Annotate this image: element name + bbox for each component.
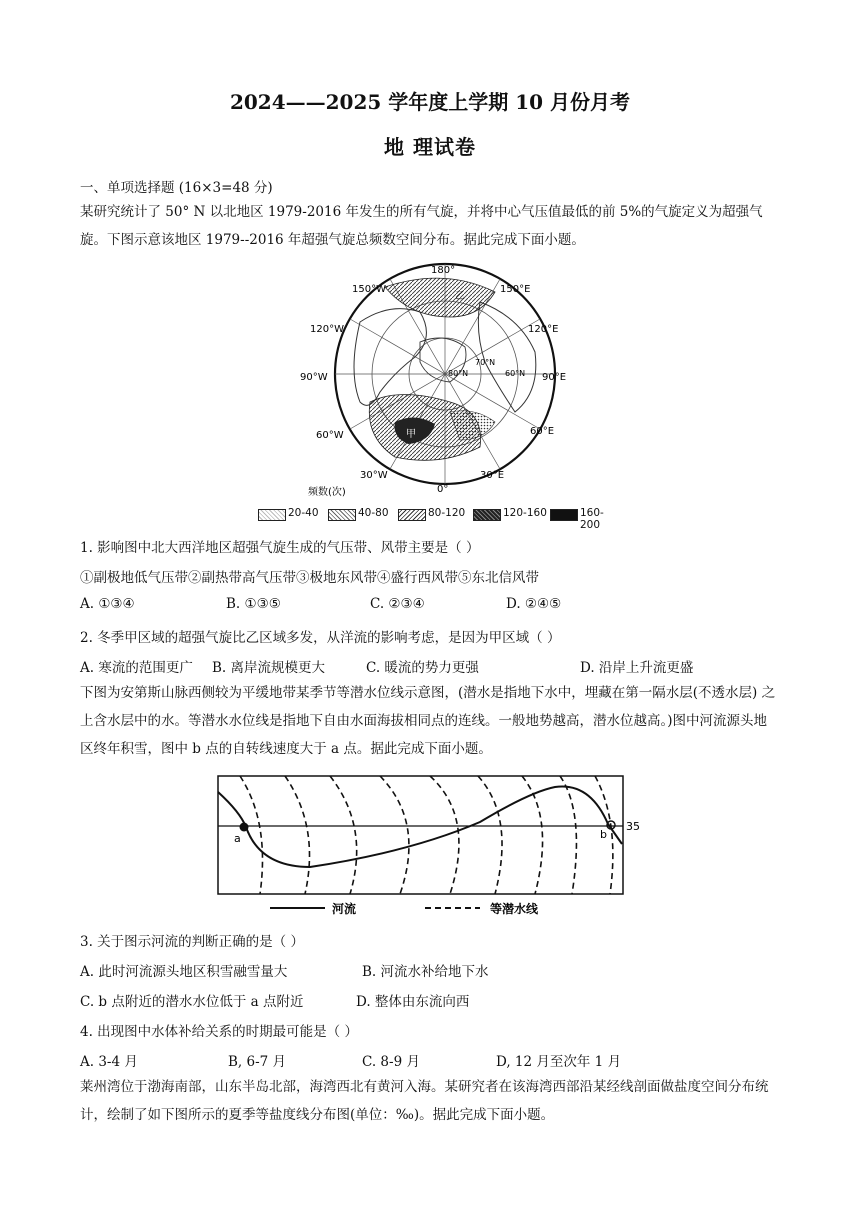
lon-120e-label: 120°E <box>528 324 559 335</box>
question-1-stem: 1. 影响图中北大西洋地区超强气旋生成的气压带、风带主要是（ ） <box>80 540 480 556</box>
lon-60w-label: 60°W <box>316 430 344 441</box>
legend-label-120-160: 120-160 <box>503 507 547 519</box>
exam-title: 2024——2025 学年度上学期 10 月份月考 <box>229 90 631 114</box>
lon-30w-label: 30°W <box>360 470 388 481</box>
section-heading: 一、单项选择题 (16×3=48 分) <box>80 180 273 196</box>
intro-paragraph-1: 某研究统计了 50° N 以北地区 1979-2016 年发生的所有气旋，并将中心气压值最低的前 5%的气旋定义为超强气旋。下图示意该地区 1979--2016 年超强气旋总频数空间分布。据此完成下面小题。 <box>80 204 763 248</box>
question-3-option-c[interactable]: C. b 点附近的潜水水位低于 a 点附近 <box>80 994 304 1010</box>
lon-90e-label: 90°E <box>542 372 567 383</box>
question-2-stem: 2. 冬季甲区域的超强气旋比乙区域多发，从洋流的影响考虑，是因为甲区域（ ） <box>80 630 561 646</box>
map-legend <box>258 507 618 531</box>
isoline-legend-label: 等潜水线 <box>490 902 539 916</box>
lat-60n-label: 60°N <box>505 369 526 378</box>
lon-60e-label: 60°E <box>530 426 555 437</box>
question-4-stem: 4. 出现图中水体补给关系的时期最可能是（ ） <box>80 1024 358 1040</box>
intro-paragraph-2: 下图为安第斯山脉西侧较为平缓地带某季节等潜水位线示意图，(潜水是指地下水中，埋藏在第一隔水层(不透水层) 之上含水层中的水。等潜水水位线是指地下自由水面海拔相同点的连线。一般地势越高，潜水位越高。)图中河流源头地区终年积雪，图中 b 点的自转线速度大于 a 点。据此完成下面小题。 <box>80 685 776 757</box>
lon-30e-label: 30°E <box>480 470 505 481</box>
question-2-option-a[interactable]: A. 寒流的范围更广 <box>80 660 193 676</box>
lon-150e-label: 150°E <box>500 284 531 295</box>
question-3-option-d[interactable]: D. 整体由东流向西 <box>356 994 470 1010</box>
legend-label-160-200: 160-200 <box>580 507 604 531</box>
legend-swatch-160-200 <box>550 509 578 521</box>
lon-120w-label: 120°W <box>310 324 344 335</box>
point-a-label: a <box>234 832 241 845</box>
question-4-option-a[interactable]: A. 3-4 月 <box>80 1054 138 1070</box>
question-4-option-c[interactable]: C. 8-9 月 <box>362 1054 420 1070</box>
question-4-option-d[interactable]: D, 12 月至次年 1 月 <box>496 1054 622 1070</box>
isoline-value-label: 35 <box>626 820 640 833</box>
lon-0-label: 0° <box>437 484 449 495</box>
question-4-option-b[interactable]: B, 6-7 月 <box>228 1054 287 1070</box>
legend-label-20-40: 20-40 <box>288 507 319 519</box>
river-legend-label: 河流 <box>332 902 357 916</box>
question-2-option-c[interactable]: C. 暖流的势力更强 <box>366 660 479 676</box>
question-2-option-d[interactable]: D. 沿岸上升流更盛 <box>580 660 694 676</box>
groundwater-isoline-diagram <box>210 772 650 922</box>
question-3-option-b[interactable]: B. 河流水补给地下水 <box>362 964 489 980</box>
question-1-option-a[interactable]: A. ①③④ <box>80 596 135 612</box>
question-3-stem: 3. 关于图示河流的判断正确的是（ ） <box>80 934 304 950</box>
question-1-list: ①副极地低气压带②副热带高气压带③极地东风带④盛行西风带⑤东北信风带 <box>80 570 539 586</box>
lon-90w-label: 90°W <box>300 372 328 383</box>
exam-subtitle: 地 理试卷 <box>384 135 476 159</box>
question-3-option-a[interactable]: A. 此时河流源头地区积雪融雪量大 <box>80 964 288 980</box>
yi-label: 乙 <box>455 291 465 302</box>
legend-swatch-120-160 <box>473 509 501 521</box>
legend-swatch-80-120 <box>398 509 426 521</box>
legend-label-40-80: 40-80 <box>358 507 389 519</box>
legend-label-80-120: 80-120 <box>428 507 466 519</box>
intro-paragraph-3: 莱州湾位于渤海南部，山东半岛北部，海湾西北有黄河入海。某研究者在该海湾西部沿某经线剖面做盐度空间分布统计，绘制了如下图所示的夏季等盐度线分布图(单位：‰)。据此完成下面小题。 <box>80 1079 769 1123</box>
question-2-option-b[interactable]: B. 离岸流规模更大 <box>212 660 326 676</box>
legend-swatch-40-80 <box>328 509 356 521</box>
lat-80n-label: 80°N <box>448 369 469 378</box>
jia-label: 甲 <box>406 429 416 440</box>
lon-150w-label: 150°W <box>352 284 386 295</box>
polar-cyclone-map <box>300 262 600 524</box>
legend-swatch-20-40 <box>258 509 286 521</box>
lon-180-label: 180° <box>431 265 456 276</box>
question-1-option-b[interactable]: B. ①③⑤ <box>226 596 281 612</box>
legend-title: 频数(次) <box>308 487 346 498</box>
lat-70n-label: 70°N <box>475 358 496 367</box>
point-a-marker <box>240 823 249 832</box>
question-1-option-c[interactable]: C. ②③④ <box>370 596 425 612</box>
point-b-label: b <box>600 828 607 841</box>
question-1-option-d[interactable]: D. ②④⑤ <box>506 596 562 612</box>
